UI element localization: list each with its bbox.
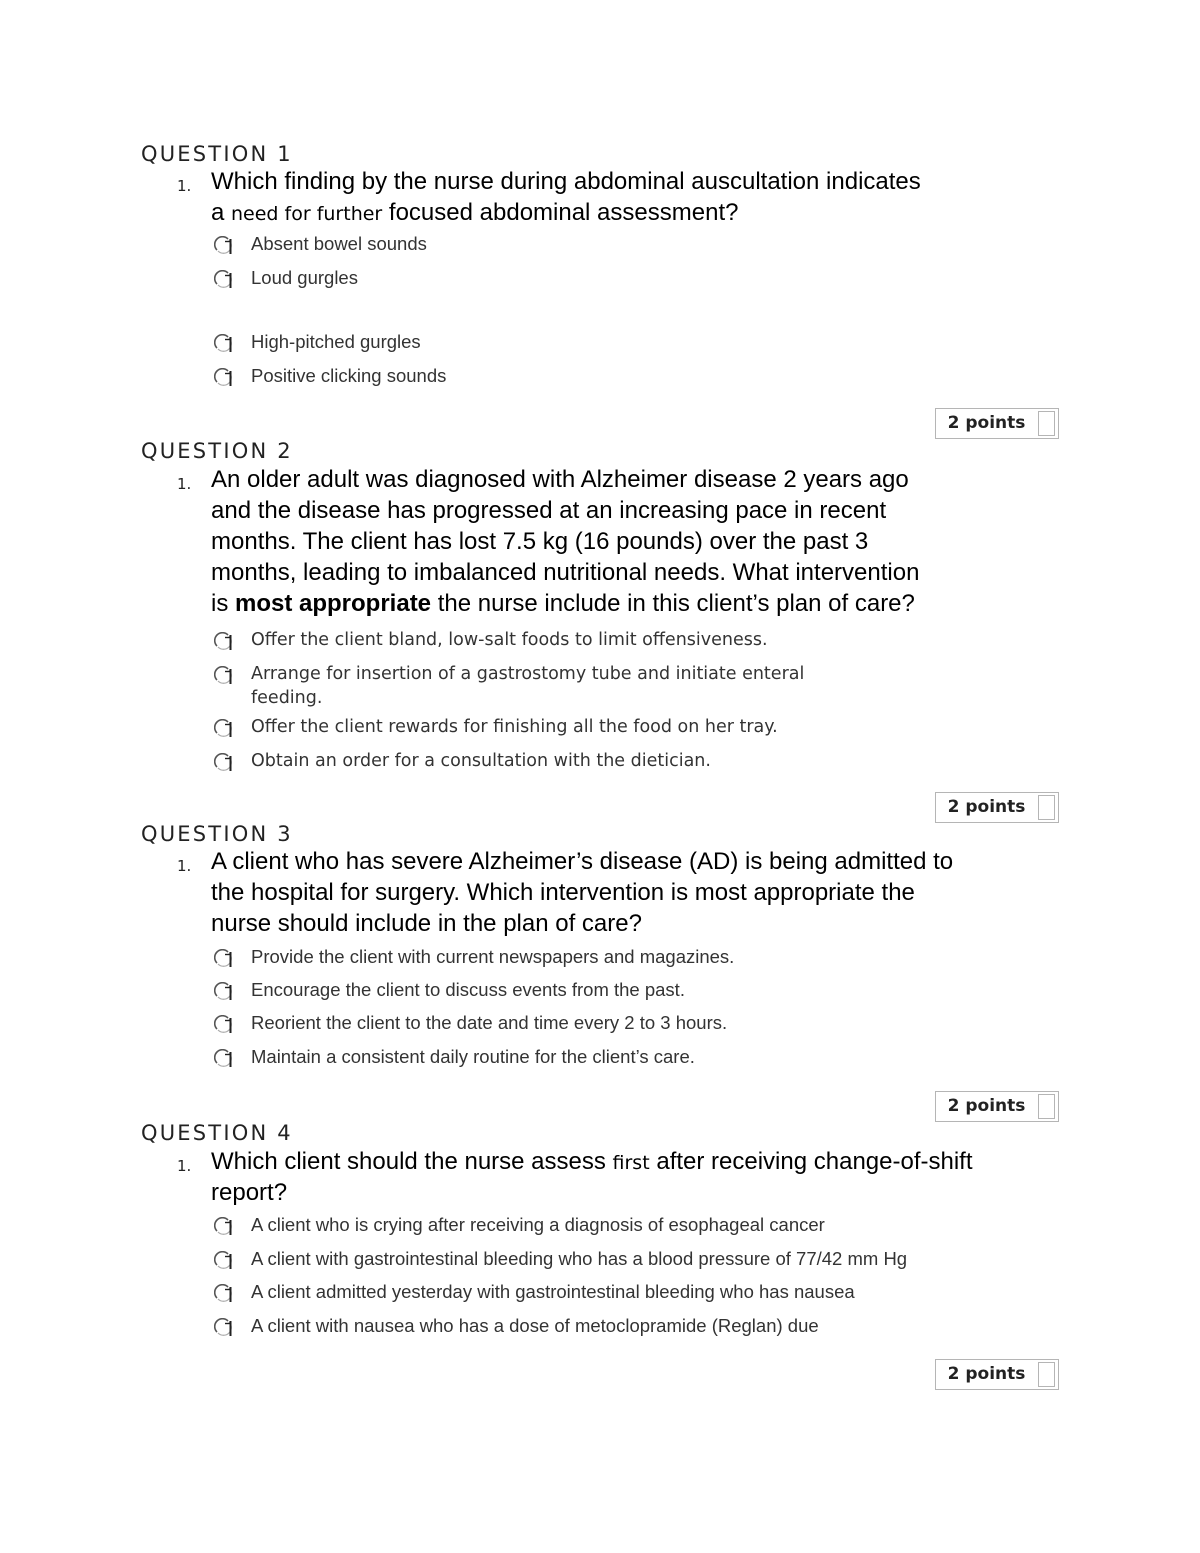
radio-button-icon[interactable] <box>214 719 234 739</box>
question-text-line: report? <box>211 1179 288 1206</box>
question-text-line: Which finding by the nurse during abdominal auscultation indicates <box>211 168 921 195</box>
question-2-heading: QUESTION 2 <box>141 439 293 463</box>
answer-option-label: Positive clicking sounds <box>251 365 447 386</box>
question-text-line: A client who has severe Alzheimer’s disease (AD) is being admitted to <box>211 848 954 875</box>
question-4-number: 1. <box>177 1157 192 1175</box>
answer-option-label: A client who is crying after receiving a diagnosis of esophageal cancer <box>251 1214 825 1235</box>
answer-option-label: A client admitted yesterday with gastrointestinal bleeding who has nausea <box>251 1281 855 1302</box>
question-text-line: months. The client has lost 7.5 kg (16 pounds) over the past 3 <box>211 528 869 555</box>
answer-option-label: High-pitched gurgles <box>251 331 421 352</box>
answer-option-label: Encourage the client to discuss events from the past. <box>251 979 685 1000</box>
answer-option-label: Maintain a consistent daily routine for the client’s care. <box>251 1046 695 1067</box>
radio-button-icon[interactable] <box>214 1217 234 1237</box>
answer-option-label: A client with gastrointestinal bleeding who has a blood pressure of 77/42 mm Hg <box>251 1248 908 1269</box>
answer-option-label: Offer the client bland, low-salt foods to limit offensiveness. <box>251 630 768 650</box>
answer-option-label: Reorient the client to the date and time every 2 to 3 hours. <box>251 1012 728 1033</box>
question-3-number: 1. <box>177 857 192 875</box>
points-label: 2 points <box>947 413 1026 433</box>
points-label: 2 points <box>947 1096 1026 1116</box>
points-box <box>935 792 1059 823</box>
question-1-number: 1. <box>177 177 192 195</box>
radio-button-icon[interactable] <box>214 236 234 256</box>
radio-button-icon[interactable] <box>214 270 234 290</box>
question-3-heading: QUESTION 3 <box>141 822 293 846</box>
answer-option-label: Offer the client rewards for finishing all the food on her tray. <box>251 717 778 737</box>
question-1-heading: QUESTION 1 <box>141 142 293 166</box>
points-label: 2 points <box>947 1364 1026 1384</box>
points-cell <box>1038 795 1055 820</box>
radio-button-icon[interactable] <box>214 949 234 969</box>
emphasis-text: first <box>612 1152 650 1174</box>
points-label: 2 points <box>947 797 1026 817</box>
question-text-line: the hospital for surgery. Which intervention is most appropriate the <box>211 879 915 906</box>
question-text-line: months, leading to imbalanced nutritional needs. What intervention <box>211 559 920 586</box>
question-1-text <box>211 166 921 228</box>
points-box <box>935 1091 1059 1122</box>
answer-option-label: Arrange for insertion of a gastrostomy tube and initiate enteral <box>251 664 805 684</box>
radio-button-icon[interactable] <box>214 1049 234 1069</box>
emphasis-text: need for further <box>231 203 383 225</box>
points-cell <box>1038 1362 1055 1387</box>
radio-button-icon[interactable] <box>214 982 234 1002</box>
answer-option-label: A client with nausea who has a dose of metoclopramide (Reglan) due <box>251 1315 819 1336</box>
radio-button-icon[interactable] <box>214 334 234 354</box>
radio-button-icon[interactable] <box>214 1251 234 1271</box>
radio-button-icon[interactable] <box>214 632 234 652</box>
question-4-heading: QUESTION 4 <box>141 1121 293 1145</box>
question-text-line: Which client should the nurse assess first after receiving change-of-shift <box>211 1148 973 1175</box>
points-cell <box>1038 411 1055 436</box>
question-2-text <box>211 464 919 619</box>
radio-button-icon[interactable] <box>214 753 234 773</box>
question-2-number: 1. <box>177 475 192 493</box>
question-text-line: An older adult was diagnosed with Alzheimer disease 2 years ago <box>211 466 909 493</box>
answer-option-label: Loud gurgles <box>251 267 358 288</box>
radio-button-icon[interactable] <box>214 368 234 388</box>
emphasis-text: most appropriate <box>235 590 432 617</box>
question-text-line: is most appropriate the nurse include in this client’s plan of care? <box>211 590 915 617</box>
question-text-line: nurse should include in the plan of care? <box>211 910 642 937</box>
radio-button-icon[interactable] <box>214 666 234 686</box>
radio-button-icon[interactable] <box>214 1318 234 1338</box>
radio-button-icon[interactable] <box>214 1015 234 1035</box>
points-cell <box>1038 1094 1055 1119</box>
answer-option-label: Absent bowel sounds <box>251 233 427 254</box>
points-box <box>935 1359 1059 1390</box>
question-3-text <box>211 846 953 939</box>
answer-option-label: Provide the client with current newspapers and magazines. <box>251 946 735 967</box>
question-4-text <box>211 1146 973 1208</box>
question-text-line: and the disease has progressed at an increasing pace in recent <box>211 497 887 524</box>
question-text-line: a need for further focused abdominal assessment? <box>211 199 739 226</box>
radio-button-icon[interactable] <box>214 1284 234 1304</box>
points-box <box>935 408 1059 439</box>
answer-option-label: Obtain an order for a consultation with the dietician. <box>251 751 711 771</box>
answer-option-label: feeding. <box>251 688 323 708</box>
